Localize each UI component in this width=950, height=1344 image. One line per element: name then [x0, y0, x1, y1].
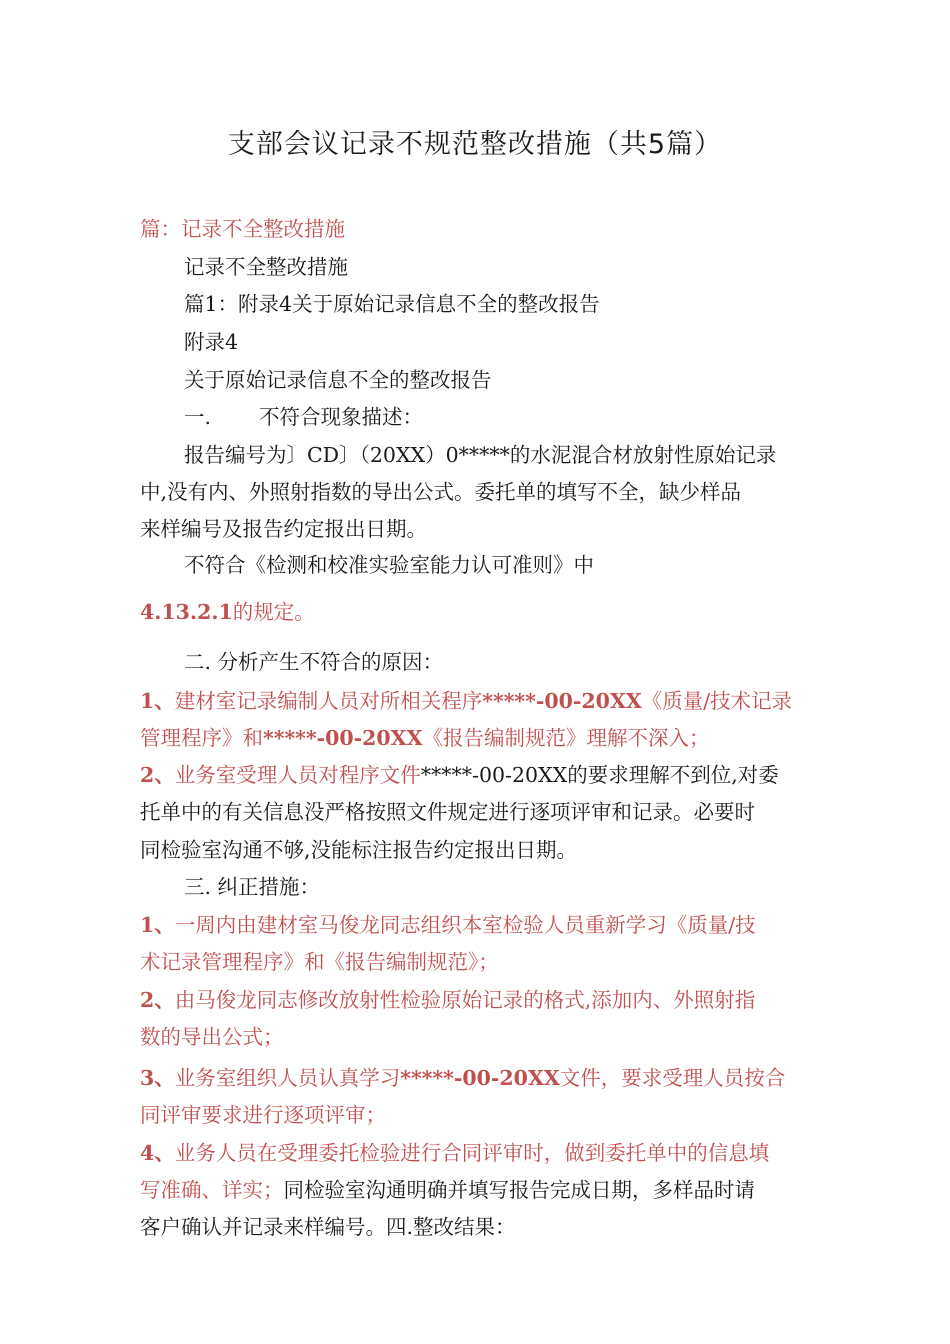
measure-2-text: 由马俊龙同志修改放射性检验原始记录的格式,添加内、外照射指: [174, 988, 756, 1012]
measure-3-code: *****-00-20XX: [400, 1066, 560, 1090]
measure-2-line-2: 数的导出公式；: [140, 1025, 284, 1049]
reason-1-text-b: 《质量/技术记录: [641, 689, 793, 713]
measure-4-line-3: 客户确认并记录来样编号。四.整改结果：: [140, 1215, 516, 1239]
reason-1-line-2: [140, 724, 830, 752]
reason-2-line-3: 同检验室沟通不够,没能标注报告约定报出日期。: [140, 838, 578, 862]
section-1-number: 一.: [184, 405, 212, 429]
subheading-2: 篇1：附录4关于原始记录信息不全的整改报告: [184, 292, 600, 316]
reason-2-line-2: 托单中的有关信息没严格按照文件规定进行逐项评审和记录。必要时: [140, 800, 755, 824]
reason-2-line-1: [140, 761, 830, 789]
measure-4-text-a: 写准确、详实；: [140, 1178, 284, 1202]
measure-1-line-1: [140, 911, 830, 939]
measure-2-number: 2、: [140, 988, 175, 1012]
measure-3-text-a: 业务室组织人员认真学习: [174, 1066, 401, 1090]
measure-4-number: 4、: [140, 1141, 175, 1165]
paragraph-1-line-1: 报告编号为〕CD〕（20XX）0*****的水泥混合材放射性原始记录: [184, 443, 777, 467]
measure-4-text-b: 同检验室沟通明确并填写报告完成日期，多样品时请: [283, 1178, 755, 1202]
clause-text: 的规定。: [232, 600, 315, 624]
measure-3-line-1: [140, 1064, 830, 1092]
measure-1-number: 1、: [140, 913, 175, 937]
measure-3-text-b: 文件，要求受理人员按合: [559, 1066, 786, 1090]
section-3-heading: 三. 纠正措施：: [184, 875, 321, 899]
reason-1-line-1: [140, 687, 830, 715]
paragraph-1-line-3: 来样编号及报告约定报出日期。: [140, 517, 427, 541]
measure-4-text: 业务人员在受理委托检验进行合同评审时，做到委托单中的信息填: [174, 1141, 770, 1165]
reason-2-text-a: 业务室受理人员对程序文件: [174, 763, 421, 787]
report-title: 关于原始记录信息不全的整改报告: [184, 368, 492, 392]
section-2-heading: 二. 分析产生不符合的原因：: [184, 650, 444, 674]
measure-1-text: 一周内由建材室马俊龙同志组织本室检验人员重新学习《质量/技: [174, 913, 756, 937]
paragraph-2: 不符合《检测和校准实验室能力认可准则》中: [184, 553, 594, 577]
measure-4-line-2: [140, 1176, 830, 1204]
clause-code: 4.13.2.1: [140, 600, 233, 624]
measure-4-line-1: [140, 1139, 830, 1167]
section-1-text: 不符合现象描述：: [259, 405, 424, 429]
subheading-1: 记录不全整改措施: [184, 255, 348, 279]
measure-1-line-2: 术记录管理程序》和《报告编制规范》；: [140, 950, 499, 974]
reason-1-number: 1、: [140, 689, 175, 713]
reason-1-code-2: *****-00-20XX: [263, 726, 423, 750]
measure-2-line-1: [140, 986, 830, 1014]
section-1-heading: [184, 403, 830, 431]
paragraph-1-line-2: 中,没有内、外照射指数的导出公式。委托单的填写不全，缺少样品: [140, 480, 742, 504]
reason-1-code-1: *****-00-20XX: [482, 689, 642, 713]
reason-2-text-b: *****-00-20XX的要求理解不到位,对委: [420, 763, 779, 787]
section-heading: 篇：记录不全整改措施: [140, 217, 345, 241]
paragraph-3: [140, 598, 830, 626]
measure-3-line-2: 同评审要求进行逐项评审；: [140, 1103, 386, 1127]
measure-3-number: 3、: [140, 1066, 175, 1090]
reason-1-text-d: 《报告编制规范》理解不深入；: [422, 726, 710, 750]
reason-1-text-a: 建材室记录编制人员对所相关程序: [174, 689, 483, 713]
reason-2-number: 2、: [140, 763, 175, 787]
document-title: 支部会议记录不规范整改措施（共5篇）: [227, 129, 723, 160]
reason-1-text-c: 管理程序》和: [140, 726, 263, 750]
subheading-3: 附录4: [184, 330, 239, 354]
